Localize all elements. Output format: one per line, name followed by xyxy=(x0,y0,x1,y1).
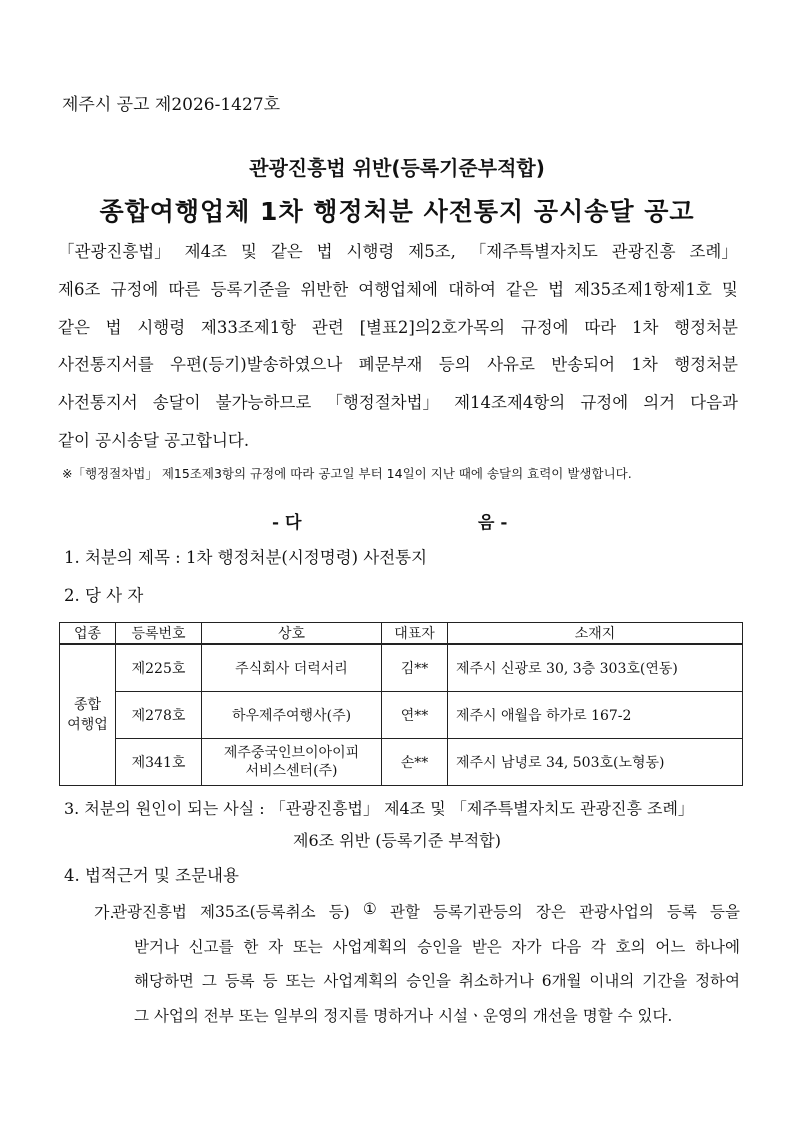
word: 자 xyxy=(268,938,284,956)
company-name-multiline: 제주중국인브이아이피 서비스센터(주) xyxy=(223,745,360,779)
word: 시설ㆍ운영의 xyxy=(438,1007,533,1025)
table-row xyxy=(60,644,743,692)
text-line xyxy=(58,276,738,300)
note: ※「행정절차법」 제15조제3항의 규정에 따라 공고일 부터 14일이 지난 때에 송달의 효력이 발생합니다. xyxy=(62,466,632,481)
text-line xyxy=(112,900,740,922)
company-name-cell: 주식회사 더럭서리 xyxy=(202,644,382,692)
text-line xyxy=(134,935,740,957)
word: 같은 xyxy=(270,242,303,261)
word: 또는 xyxy=(238,1007,274,1025)
word: 기간을 xyxy=(642,972,688,990)
word: 수 xyxy=(617,1007,638,1025)
word: 전부 xyxy=(203,1007,239,1025)
word: 반송되어 xyxy=(551,355,616,374)
word: 관광진흥 xyxy=(611,242,676,261)
word: 및 xyxy=(721,280,738,299)
business-type-cell xyxy=(60,644,116,786)
word: 폐문부재 xyxy=(358,355,423,374)
representative-cell: 연** xyxy=(382,692,448,739)
word: 시행령 xyxy=(346,242,395,261)
item-3-cause-line-2: 제6조 위반 (등록기준 부적합) xyxy=(293,831,501,850)
table-row xyxy=(60,739,743,786)
word: 승인을 xyxy=(406,972,452,990)
table-header-cell: 상호 xyxy=(202,623,382,645)
address-cell: 제주시 남녕로 34, 503호(노형동) xyxy=(448,739,743,786)
word: 등록기준을 xyxy=(210,280,291,299)
word: 같은 xyxy=(506,280,538,299)
title-line-1: 관광진흥법 위반(등록기준부적합) xyxy=(249,156,545,180)
word: [별표2]의2호가목의 xyxy=(359,318,506,337)
word: 법 xyxy=(548,280,565,299)
word: 또는 xyxy=(292,938,323,956)
word: 행정처분 xyxy=(674,355,738,374)
word: 일부의 xyxy=(273,1007,324,1025)
word: 같이 xyxy=(58,431,96,450)
representative-cell: 김** xyxy=(382,644,448,692)
document-number: 제주시 공고 제2026-1427호 xyxy=(62,95,281,115)
word: 및 xyxy=(240,242,257,261)
word: 관할 xyxy=(389,903,420,921)
company-name-cell xyxy=(202,739,382,786)
word: 사유로 xyxy=(487,355,535,374)
word: 정지를 xyxy=(323,1007,374,1025)
word: 대하여 xyxy=(448,280,496,299)
item-2-parties: 2. 당 사 자 xyxy=(64,586,144,605)
text-line xyxy=(58,351,738,375)
word: 규정에 xyxy=(580,393,629,412)
word: 취소하거나 xyxy=(458,972,534,990)
text-line xyxy=(58,427,738,451)
address-cell: 제주시 신광로 30, 3층 303호(연동) xyxy=(448,644,743,692)
word: 관련 xyxy=(311,318,344,337)
word: 신고를 xyxy=(188,938,234,956)
word: 다음 xyxy=(551,938,582,956)
word: 개선을 xyxy=(532,1007,583,1025)
word: 있다. xyxy=(637,1007,673,1025)
word: 사업계획의 xyxy=(323,972,399,990)
word: 우편(등기)발송하였으나 xyxy=(170,355,343,374)
word: 사업의 xyxy=(153,1007,204,1025)
word: 그 xyxy=(201,972,217,990)
word: 공시송달 xyxy=(95,431,165,450)
item-3-cause-line-1: 3. 처분의 원인이 되는 사실 : 「관광진흥법」 제4조 및 「제주특별자치도 관광진흥 조례」 xyxy=(64,799,694,818)
word: 등록 xyxy=(666,903,697,921)
word: 불가능하므로 xyxy=(215,393,312,412)
word: 「제주특별자치도 xyxy=(469,242,598,261)
reg-no-cell: 제278호 xyxy=(116,692,202,739)
word: 승인을 xyxy=(417,938,463,956)
section-heading-left: - 다 xyxy=(272,513,302,533)
item-1-title: 1. 처분의 제목 : 1차 행정처분(시정명령) 사전통지 xyxy=(64,548,428,567)
word: 제35조제1항제1호 xyxy=(574,280,712,299)
word: 1차 xyxy=(631,318,659,337)
word: 규정에 xyxy=(110,280,159,299)
word: 시행령 xyxy=(137,318,186,337)
word: 여행업체에 xyxy=(358,280,438,299)
word: 명하거나 xyxy=(373,1007,439,1025)
word: 이내의 xyxy=(589,972,635,990)
word: 「관광진흥법」 xyxy=(58,242,171,261)
word: 제4조 xyxy=(184,242,228,261)
word: 자가 xyxy=(511,938,542,956)
word: 사전통지서를 xyxy=(58,355,154,374)
item-4-legal-basis: 4. 법적근거 및 조문내용 xyxy=(64,866,239,885)
word: 등을 xyxy=(709,903,740,921)
company-name-cell: 하우제주여행사(주) xyxy=(202,692,382,739)
word: 행정처분 xyxy=(674,318,738,337)
table-row xyxy=(60,692,743,739)
business-type: 종합 여행업 xyxy=(67,697,108,733)
word: 법 xyxy=(105,318,122,337)
word: 규정에 xyxy=(520,318,569,337)
parties-table xyxy=(59,622,743,786)
word: 1차 xyxy=(631,355,658,374)
text-line xyxy=(134,969,740,991)
text-line xyxy=(134,1004,740,1026)
word: 제14조제4항의 xyxy=(454,393,566,412)
word: 사업계획의 xyxy=(332,938,408,956)
word: 등 xyxy=(262,972,278,990)
text-line xyxy=(58,238,738,262)
text-line xyxy=(58,314,738,338)
reg-no-cell: 제225호 xyxy=(116,644,202,692)
table-header-row xyxy=(60,623,743,645)
reg-no-cell: 제341호 xyxy=(116,739,202,786)
word: 법 xyxy=(316,242,333,261)
word: 따라 xyxy=(584,318,617,337)
word: 제6조 xyxy=(58,280,101,299)
table-header-cell: 소재지 xyxy=(448,623,743,645)
word: 공고합니다. xyxy=(164,431,250,450)
law-marker: 가. xyxy=(94,903,115,922)
word: 관광진흥법 xyxy=(112,903,187,921)
word: 의거 xyxy=(643,393,676,412)
word: 제35조(등록취소 xyxy=(199,903,316,921)
word: 조례」 xyxy=(689,242,738,261)
word: 장은 xyxy=(535,903,566,921)
word: 등록 xyxy=(224,972,255,990)
word: 관광사업의 xyxy=(578,903,654,921)
word: 같은 xyxy=(58,318,90,337)
text-line xyxy=(58,389,738,413)
word: 등록기관등의 xyxy=(432,903,523,921)
word: 송달이 xyxy=(152,393,201,412)
word: 등) xyxy=(328,903,350,921)
word: 등의 xyxy=(438,355,471,374)
title-line-2: 종합여행업체 1차 행정처분 사전통지 공시송달 공고 xyxy=(99,197,695,226)
word: 받거나 xyxy=(134,938,179,956)
word: 하나에 xyxy=(695,938,740,956)
table-header-cell: 등록번호 xyxy=(116,623,202,645)
word: 어느 xyxy=(655,938,686,956)
word: 제33조제1항 xyxy=(200,318,297,337)
word: 따른 xyxy=(168,280,201,299)
section-heading-right: 음 - xyxy=(478,513,508,533)
word: 제5조, xyxy=(408,242,456,261)
word: 해당하면 xyxy=(134,972,194,990)
word: 한 xyxy=(243,938,259,956)
word: 그 xyxy=(134,1007,154,1025)
word: 다음과 xyxy=(690,393,738,412)
table-header-cell: 대표자 xyxy=(382,623,448,645)
word: 6개월 xyxy=(541,972,582,990)
table-header-cell: 업종 xyxy=(60,623,116,645)
word: 명할 xyxy=(582,1007,618,1025)
word: ① xyxy=(362,900,377,918)
address-cell: 제주시 애월읍 하가로 167-2 xyxy=(448,692,743,739)
word: 사전통지서 xyxy=(58,393,138,412)
word: 「행정절차법」 xyxy=(326,393,440,412)
representative-cell: 손** xyxy=(382,739,448,786)
word: 또는 xyxy=(285,972,316,990)
word: 받은 xyxy=(471,938,502,956)
word: 호의 xyxy=(615,938,646,956)
word: 위반한 xyxy=(300,280,349,299)
word: 정하여 xyxy=(695,972,740,990)
word: 각 xyxy=(590,938,606,956)
